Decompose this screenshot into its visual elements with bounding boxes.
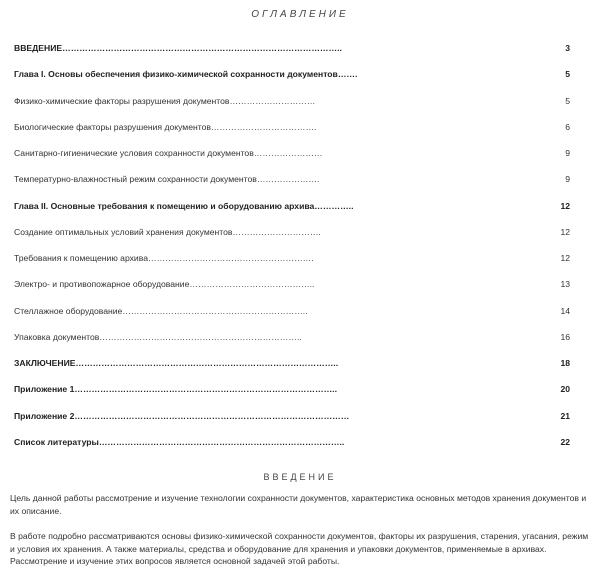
toc-entry	[11, 271, 596, 297]
toc-entry-page: 22	[560, 436, 570, 447]
toc-entry-page: 6	[565, 121, 570, 132]
toc-entry-page: 5	[565, 69, 570, 80]
toc-entry	[11, 376, 596, 402]
toc-entry	[11, 350, 596, 376]
toc-entry-page: 9	[565, 148, 570, 159]
toc-entry	[11, 403, 596, 429]
toc-entry	[11, 193, 596, 219]
toc-entry	[11, 114, 596, 140]
toc-entry-page: 12	[560, 253, 570, 264]
intro-paragraph-1: Цель данной работы рассмотрение и изучение технологии сохранности документов, характеристика основных методов хранения документов и их описание.	[10, 493, 587, 516]
toc-entry-title: Санитарно-гигиенические условия сохранности документов……………………	[14, 148, 323, 159]
toc-entry-title: Приложение 2……………………………………………………………………………………	[14, 410, 350, 421]
toc-entry	[11, 245, 596, 271]
toc-entry	[11, 298, 596, 324]
toc-entry-title: Упаковка документов……………………………………………………………..	[14, 331, 302, 342]
toc-entry-page: 9	[565, 174, 570, 185]
toc-heading: ОГЛАВЛЕНИЕ	[251, 9, 349, 20]
toc-entry-title: Требования к помещению архива………………………………………………….	[14, 253, 314, 264]
toc-entry	[11, 166, 596, 192]
toc-entry	[11, 429, 596, 455]
toc-entry-page: 5	[565, 95, 570, 106]
toc-entry-page: 13	[560, 279, 570, 290]
toc-entry-page: 18	[560, 358, 570, 369]
toc-entry-page: 16	[560, 331, 570, 342]
intro-heading: ВВЕДЕНИЕ	[263, 472, 337, 482]
toc-entry-page: 3	[565, 43, 570, 54]
toc-entry-page: 12	[560, 200, 570, 211]
toc-entry-title: Список литературы…………………………………………………………………………..	[14, 436, 345, 447]
toc-entry-title: Приложение 1………………………………………………………………………………..	[14, 384, 337, 395]
toc-entry-title: Физико-химические факторы разрушения документов…………………………	[14, 95, 316, 106]
toc-entry-title: Глава I. Основы обеспечения физико-химической сохранности документов…….	[14, 69, 358, 80]
toc-table	[11, 35, 596, 455]
toc-entry-title: Стеллажное оборудование………………………………………………………..	[14, 305, 308, 316]
toc-entry-title: ЗАКЛЮЧЕНИЕ………………………………………………………………………………..	[14, 358, 339, 369]
toc-entry-page: 14	[560, 305, 570, 316]
toc-entry-page: 20	[560, 384, 570, 395]
toc-entry-title: Создание оптимальных условий хранения документов………………………….	[14, 226, 321, 237]
toc-entry	[11, 88, 596, 114]
toc-entry	[11, 219, 596, 245]
toc-entry-title: Температурно-влажностный режим сохранности документов………………….	[14, 174, 320, 185]
toc-entry	[11, 35, 596, 61]
toc-entry-title: ВВЕДЕНИЕ……………………………………………………………………………………..	[14, 43, 342, 54]
toc-entry-page: 12	[560, 226, 570, 237]
toc-entry-title: Электро- и противопожарное оборудование……………………………………..	[14, 279, 315, 290]
toc-entry-title: Биологические факторы разрушения документов……………………………….	[14, 121, 317, 132]
toc-entry	[11, 61, 596, 87]
toc-entry-page: 21	[560, 410, 570, 421]
toc-entry	[11, 324, 596, 350]
toc-entry	[11, 140, 596, 166]
intro-paragraph-2: В работе подробно рассматриваются основы физико-химической сохранности документов, факторы их разрушения, старения, угасания, режим и условия их хранения. А также материалы, средства и оборудование для хранения и упаковки документов, применяемые в архивах. Рассмотрение и изучение этих вопросов является основной задачей этой работы.	[10, 531, 589, 566]
toc-entry-title: Глава II. Основные требования к помещению и оборудованию архива…………..	[14, 200, 354, 211]
